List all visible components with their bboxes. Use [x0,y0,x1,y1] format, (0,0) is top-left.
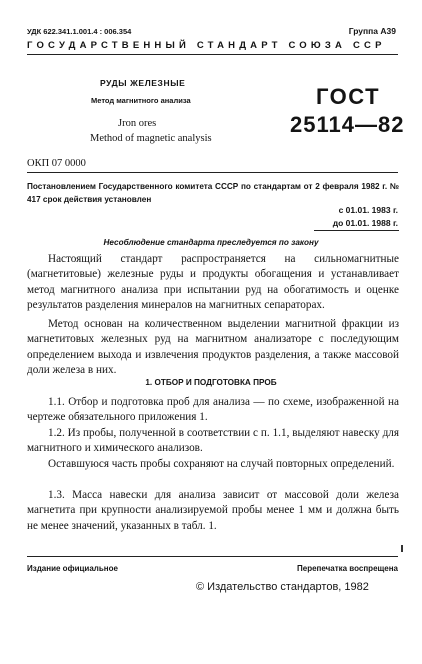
copyright-notice: © Издательство стандартов, 1982 [196,581,369,593]
gost-label: ГОСТ [316,84,381,109]
udk-code: УДК 622.341.1.001.4 : 006.354 [27,27,132,36]
state-standard-banner: ГОСУДАРСТВЕННЫЙ СТАНДАРТ СОЮЗА ССР [27,40,386,51]
intro-paragraph-1: Настоящий стандарт распространяется на сильномагнитные (магнетитовые) железные руды и продукты обогащения и устанавливает метод магнитного анализа при испытании руд на обогатимость и оценке результатов разделения минералов на магнитных сепараторах. [27,253,399,312]
clause-1-1: 1.1. Отбор и подготовка проб для анализа — по схеме, изображенной на чертеже обязательного приложения 1. [27,396,399,424]
margin-mark [401,545,403,552]
validity-rule [314,230,399,231]
violation-notice: Несоблюдение стандарта преследуется по закону [103,238,319,247]
okp-code: ОКП 07 0000 [27,158,86,169]
footer-rule [27,556,398,557]
subtitle-english: Method of magnetic analysis [90,133,212,144]
validity-from: с 01.01. 1983 г. [338,205,398,215]
intro-paragraph-2: Метод основан на количественном выделении магнитной фракции из магнетитовых железных руд на магнитном анализаторе с последующим определением выхода и извлечения продуктов разделения, а также массовой доли железа в них. [27,318,399,377]
title-english: Jron ores [118,118,157,129]
reprint-notice: Перепечатка воспрещена [297,564,398,573]
title-russian: РУДЫ ЖЕЛЕЗНЫЕ [100,78,186,88]
okp-rule [27,172,398,173]
subtitle-russian: Метод магнитного анализа [91,96,191,105]
clause-1-2-continued: Оставшуюся часть пробы сохраняют на случай повторных определений. [48,458,395,470]
header-rule [27,54,398,55]
clause-1-3: 1.3. Масса навески для анализа зависит от массовой доли железа магнетита при крупности анализируемой пробы менее 1 мм и должна быть не менее значений, указанных в табл. 1. [27,489,399,532]
clause-1-2: 1.2. Из пробы, полученной в соответствии с п. 1.1, выделяют навеску для магнитного и химического анализов. [27,427,399,455]
section-1-heading: 1. ОТБОР И ПОДГОТОВКА ПРОБ [145,378,277,387]
validity-to: до 01.01. 1988 г. [332,218,398,228]
decree-text: Постановлением Государственного комитета СССР по стандартам от 2 февраля 1982 г. № 417 срок действия установлен [27,182,399,204]
group-code: Группа А39 [348,26,396,36]
edition-label: Издание официальное [27,564,118,573]
gost-number: 25114—82 [290,112,405,137]
